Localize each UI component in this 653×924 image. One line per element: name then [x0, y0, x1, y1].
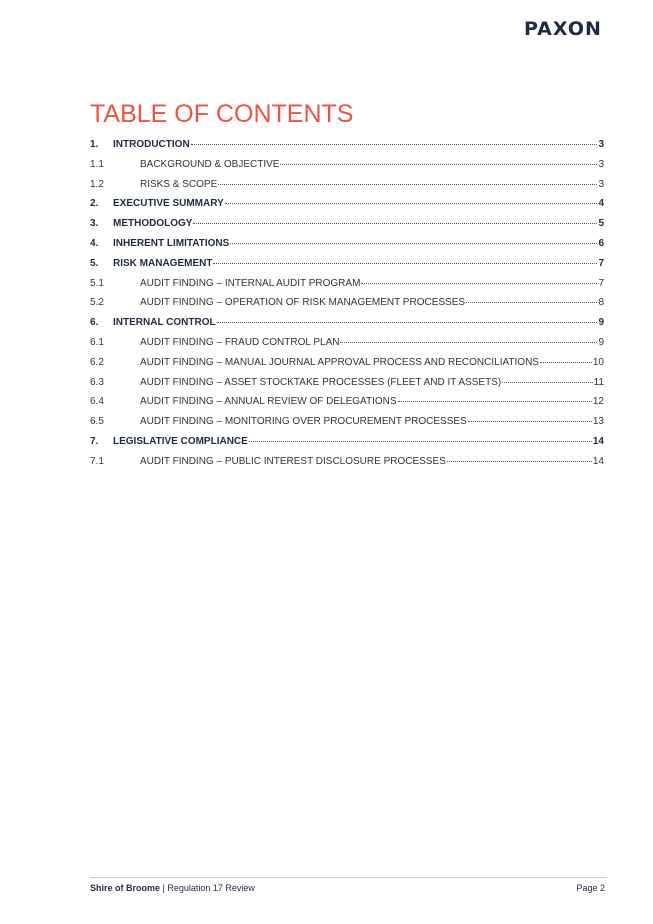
- toc-entry[interactable]: [90, 456, 604, 476]
- toc-entry-number: 2.: [90, 198, 99, 210]
- toc-entry-page: 14: [592, 435, 604, 447]
- toc-dot-leader: [468, 420, 592, 422]
- toc-entry[interactable]: [90, 436, 604, 456]
- toc-entry-title: AUDIT FINDING – OPERATION OF RISK MANAGEMENT PROCESSES: [140, 297, 466, 309]
- toc-entry[interactable]: [90, 317, 604, 337]
- toc-dot-leader: [217, 321, 598, 323]
- toc-dot-leader: [502, 381, 592, 383]
- toc-dot-leader: [398, 400, 592, 402]
- toc-entry[interactable]: [90, 258, 604, 278]
- toc-entry[interactable]: [90, 337, 604, 357]
- toc-entry-number: 6.3: [90, 376, 104, 388]
- footer-page-number: Page 2: [576, 883, 605, 893]
- toc-entry-title: INHERENT LIMITATIONS: [113, 237, 230, 249]
- footer-organization: Shire of Broome: [90, 883, 161, 893]
- toc-entry-number: 3.: [90, 218, 99, 230]
- footer-separator: |: [160, 883, 168, 893]
- toc-entry-page: 10: [592, 356, 604, 368]
- toc-entry[interactable]: [90, 357, 604, 377]
- page-title: TABLE OF CONTENTS: [90, 100, 354, 128]
- toc-entry-page: 7: [598, 257, 604, 269]
- toc-entry-page: 12: [592, 396, 604, 408]
- toc-entry-number: 6.: [90, 317, 99, 329]
- toc-dot-leader: [361, 282, 597, 284]
- toc-entry-title: METHODOLOGY: [113, 218, 193, 230]
- toc-entry-number: 6.4: [90, 396, 104, 408]
- toc-entry[interactable]: [90, 278, 604, 298]
- toc-entry-page: 5: [598, 218, 604, 230]
- footer-divider: [90, 877, 607, 878]
- toc-entry-page: 3: [598, 139, 604, 150]
- toc-entry-page: 3: [598, 178, 604, 190]
- toc-dot-leader: [225, 202, 598, 204]
- paxon-logo: PAXON: [524, 18, 602, 40]
- toc-entry-number: 1.1: [90, 158, 104, 170]
- toc-entry-number: 5.1: [90, 277, 104, 289]
- toc-entry-page: 6: [598, 237, 604, 249]
- toc-entry-title: EXECUTIVE SUMMARY: [113, 198, 224, 210]
- page-footer: [90, 883, 605, 893]
- toc-entry-title: INTRODUCTION: [113, 139, 190, 150]
- footer-left: [90, 883, 255, 893]
- toc-entry-title: AUDIT FINDING – ANNUAL REVIEW OF DELEGATIONS: [140, 396, 397, 408]
- table-of-contents: [90, 139, 604, 476]
- toc-dot-leader: [213, 262, 597, 264]
- toc-entry[interactable]: [90, 297, 604, 317]
- toc-entry-title: RISK MANAGEMENT: [113, 257, 213, 269]
- toc-entry[interactable]: [90, 416, 604, 436]
- toc-entry-page: 3: [598, 158, 604, 170]
- toc-entry-number: 5.: [90, 257, 99, 269]
- toc-dot-leader: [218, 183, 597, 185]
- toc-entry[interactable]: [90, 198, 604, 218]
- toc-entry-page: 7: [598, 277, 604, 289]
- toc-entry-number: 5.2: [90, 297, 104, 309]
- toc-dot-leader: [447, 460, 592, 462]
- toc-entry-number: 7.: [90, 435, 99, 447]
- toc-entry-page: 13: [592, 416, 604, 428]
- toc-dot-leader: [280, 163, 597, 165]
- toc-entry-number: 6.5: [90, 416, 104, 428]
- toc-dot-leader: [540, 361, 592, 363]
- toc-entry-title: LEGISLATIVE COMPLIANCE: [113, 435, 248, 447]
- footer-document-title: Regulation 17 Review: [167, 883, 255, 893]
- toc-entry-number: 6.2: [90, 356, 104, 368]
- toc-entry-number: 4.: [90, 237, 99, 249]
- toc-dot-leader: [193, 222, 597, 224]
- toc-entry[interactable]: [90, 218, 604, 238]
- toc-entry-number: 6.1: [90, 336, 104, 348]
- toc-entry-number: 1.: [90, 139, 99, 150]
- toc-entry-page: 11: [593, 376, 604, 388]
- toc-entry-title: AUDIT FINDING – FRAUD CONTROL PLAN: [140, 336, 340, 348]
- toc-entry-page: 9: [598, 336, 604, 348]
- toc-entry-title: AUDIT FINDING – PUBLIC INTEREST DISCLOSURE PROCESSES: [140, 455, 446, 467]
- toc-entry[interactable]: [90, 396, 604, 416]
- toc-entry-title: RISKS & SCOPE: [140, 178, 218, 190]
- toc-entry[interactable]: [90, 179, 604, 199]
- toc-entry-page: 9: [598, 317, 604, 329]
- toc-entry-title: AUDIT FINDING – ASSET STOCKTAKE PROCESSES (FLEET AND IT ASSETS): [140, 376, 502, 388]
- toc-entry-page: 4: [598, 198, 604, 210]
- toc-entry[interactable]: [90, 238, 604, 258]
- toc-entry-number: 1.2: [90, 178, 104, 190]
- toc-dot-leader: [466, 301, 597, 303]
- toc-entry-page: 14: [592, 455, 604, 467]
- toc-entry-title: BACKGROUND & OBJECTIVE: [140, 158, 280, 170]
- toc-dot-leader: [249, 440, 592, 442]
- toc-entry-number: 7.1: [90, 455, 104, 467]
- toc-dot-leader: [230, 242, 597, 244]
- toc-entry[interactable]: [90, 159, 604, 179]
- toc-entry-title: AUDIT FINDING – INTERNAL AUDIT PROGRAM: [140, 277, 361, 289]
- toc-entry-title: INTERNAL CONTROL: [113, 317, 216, 329]
- toc-dot-leader: [340, 341, 597, 343]
- toc-entry[interactable]: [90, 377, 604, 397]
- toc-dot-leader: [191, 143, 598, 145]
- toc-entry[interactable]: [90, 139, 604, 159]
- toc-entry-title: AUDIT FINDING – MANUAL JOURNAL APPROVAL PROCESS AND RECONCILIATIONS: [140, 356, 539, 368]
- toc-entry-page: 8: [598, 297, 604, 309]
- toc-entry-title: AUDIT FINDING – MONITORING OVER PROCUREMENT PROCESSES: [140, 416, 467, 428]
